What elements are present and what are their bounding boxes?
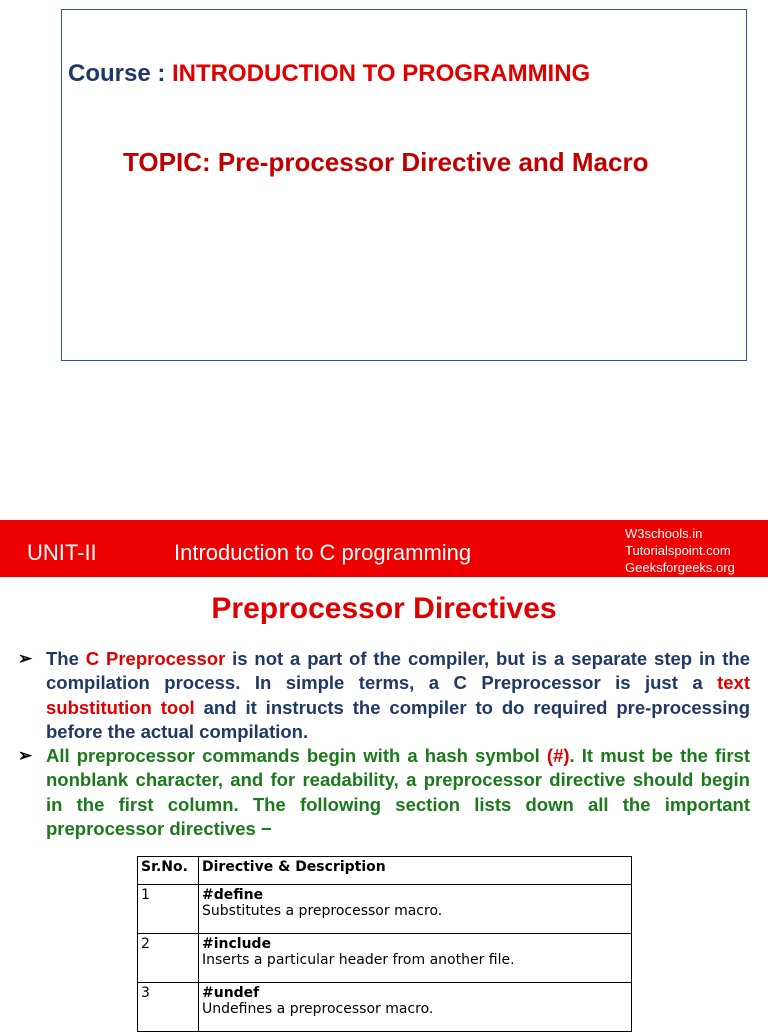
directive-cell: [199, 934, 632, 983]
content-slide: [0, 520, 768, 1024]
column-header: Sr.No.: [138, 857, 199, 885]
table-row: [138, 934, 632, 983]
highlight-text: C Preprocessor: [85, 648, 226, 669]
bullet-text: All preprocessor commands begin with a hash symbol: [46, 745, 547, 767]
table-header-row: [138, 857, 632, 885]
course-line: [68, 60, 590, 88]
sources-list: [625, 525, 735, 576]
row-number: 2: [138, 934, 199, 983]
column-header: Directive & Description: [199, 857, 632, 885]
directive-name: #define: [202, 887, 264, 903]
header-bar: [0, 520, 768, 577]
course-label: Course :: [68, 60, 173, 87]
bullet-list: [18, 647, 750, 841]
directive-name: #undef: [202, 985, 260, 1001]
bullet-item: [18, 744, 750, 841]
unit-label: UNIT-II: [27, 540, 97, 565]
bullet-text: . It must be the first nonblank character, and for readability, a preprocessor directive should begin in the first column. The following section lists down all the important preprocessor directives −: [46, 745, 750, 840]
highlight-text: (#): [546, 745, 570, 767]
directive-description: Substitutes a preprocessor macro.: [202, 903, 443, 919]
course-name: INTRODUCTION TO PROGRAMMING: [172, 60, 591, 87]
source-item: Tutorialspoint.com: [625, 543, 731, 558]
directive-cell: [199, 983, 632, 1032]
directives-table: [137, 856, 632, 1032]
highlight-text: text substitution tool: [46, 672, 750, 718]
row-number: 3: [138, 983, 199, 1032]
source-item: W3schools.in: [625, 526, 703, 541]
arrow-bullet-icon: ➢: [18, 649, 33, 668]
bullet-text: is not a part of the compiler, but is a separate step in the compilation process. In simple terms, a C Preprocessor is just a: [46, 648, 751, 694]
bullet-text: The: [46, 648, 86, 669]
directive-name: #include: [202, 936, 272, 952]
topic-title: TOPIC: Pre-processor Directive and Macro: [123, 147, 649, 177]
directive-cell: [199, 885, 632, 934]
directive-description: Inserts a particular header from another file.: [202, 952, 515, 968]
row-number: 1: [138, 885, 199, 934]
bullet-text: and it instructs the compiler to do required pre-processing before the actual compilation.: [46, 696, 750, 742]
header-title: Introduction to C programming: [174, 540, 472, 565]
source-item: Geeksforgeeks.org: [625, 560, 735, 575]
bullet-item: [18, 647, 750, 744]
arrow-bullet-icon: ➢: [18, 746, 33, 766]
directive-description: Undefines a preprocessor macro.: [202, 1001, 434, 1017]
page-title: Preprocessor Directives: [211, 592, 557, 625]
table-row: [138, 983, 632, 1032]
title-slide: [0, 0, 768, 512]
table-row: [138, 885, 632, 934]
